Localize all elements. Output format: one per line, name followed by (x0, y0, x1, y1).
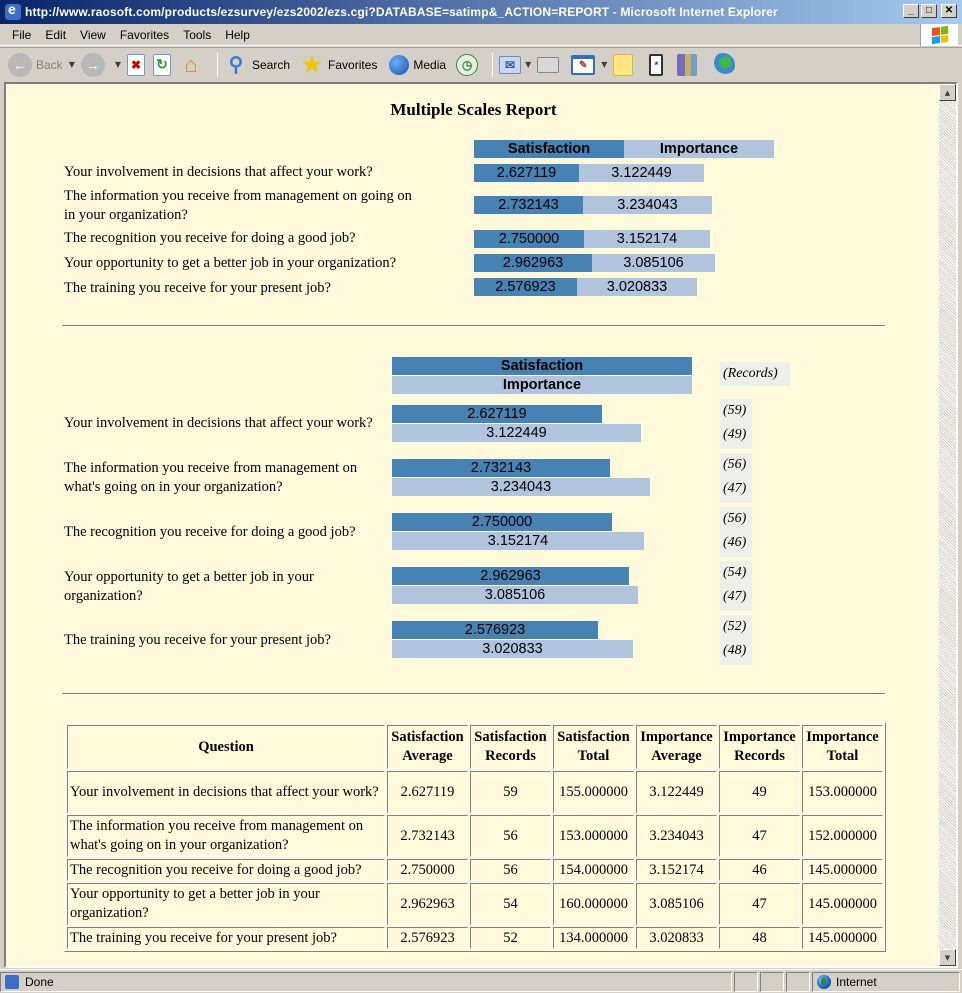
table-header-row (67, 725, 883, 769)
close-button[interactable]: ✕ (941, 4, 957, 18)
cell-importance-average: 3.234043 (636, 815, 717, 857)
globe-icon (817, 975, 831, 989)
edit-button[interactable] (571, 51, 599, 79)
legend-satisfaction: Satisfaction (474, 140, 624, 158)
question-label: Your opportunity to get a better job in your organization? (64, 255, 397, 271)
cell-satisfaction-average: 2.962963 (387, 883, 468, 925)
toolbar-separator (217, 53, 218, 77)
back-arrow-icon: ← (8, 53, 32, 77)
importance-bar: 3.085106 (392, 586, 638, 604)
table-row (67, 859, 883, 881)
legend-importance: Importance (624, 140, 774, 158)
satisfaction-bar: 2.962963 (392, 567, 629, 585)
search-button[interactable] (224, 51, 290, 79)
importance-bar: 3.234043 (392, 478, 650, 496)
discuss-button[interactable] (613, 51, 637, 79)
header-importance-total: Importance Total (802, 725, 883, 769)
question-label: The recognition you receive for doing a good job? (64, 230, 356, 246)
table-row (67, 927, 883, 949)
cell-satisfaction-average: 2.750000 (387, 859, 468, 881)
mail-icon: ✉ (499, 56, 521, 74)
question-line: Your opportunity to get a better job in your (64, 569, 314, 585)
back-dropdown-icon[interactable]: ▼ (68, 60, 75, 69)
stop-icon: ✖ (127, 54, 145, 76)
question-line: organization? (64, 588, 143, 604)
importance-bar: 3.122449 (579, 164, 704, 182)
records-box (720, 507, 752, 557)
cell-satisfaction-average: 2.576923 (387, 927, 468, 949)
menu-view[interactable]: View (80, 27, 106, 42)
ie-icon (5, 4, 21, 20)
importance-records: (49) (723, 427, 747, 442)
report-title: Multiple Scales Report (390, 100, 557, 119)
scroll-up-button[interactable]: ▲ (939, 84, 956, 101)
status-text-area (0, 972, 732, 992)
records-box (720, 453, 752, 503)
header-satisfaction-records: Satisfaction Records (470, 725, 551, 769)
cell-importance-records: 48 (719, 927, 800, 949)
edit-dropdown-icon[interactable]: ▼ (601, 60, 608, 69)
importance-records: (47) (723, 481, 747, 496)
satisfaction-records: (52) (723, 619, 747, 634)
refresh-button[interactable] (153, 51, 175, 79)
cell-satisfaction-average: 2.627119 (387, 771, 468, 813)
research-button[interactable] (677, 51, 701, 79)
forward-arrow-icon: → (81, 53, 105, 77)
header-question: Question (67, 725, 385, 769)
home-button[interactable] (179, 51, 207, 79)
media-label: Media (413, 57, 447, 72)
note-icon (613, 54, 633, 76)
menu-help[interactable]: Help (225, 27, 250, 42)
report-page (6, 84, 941, 966)
question-label: Your involvement in decisions that affect your work? (64, 415, 373, 431)
satisfaction-records: (56) (723, 457, 747, 472)
question-line: The information you receive from management on (64, 460, 358, 476)
device-icon: * (649, 54, 663, 76)
star-icon: ★ (302, 51, 322, 77)
header-importance-average: Importance Average (636, 725, 717, 769)
cell-satisfaction-records: 59 (470, 771, 551, 813)
question-line: going on (357, 188, 412, 204)
question-line: The information you receive from management on (64, 188, 358, 204)
question-label (64, 187, 464, 225)
cell-satisfaction-total: 153.000000 (553, 815, 634, 857)
menu-bar (0, 24, 962, 46)
question-label: The training you receive for your present job? (64, 280, 331, 296)
cell-importance-average: 3.085106 (636, 883, 717, 925)
importance-bar: 3.020833 (392, 640, 633, 658)
window-title: http://www.raosoft.com/products/ezsurvey/ezs2002/ezs.cgi?DATABASE=satimp&_ACTION=REPORT - Microsoft Internet Explorer (25, 5, 778, 19)
zone-label: Internet (836, 974, 877, 989)
windows-logo-icon (920, 24, 958, 46)
cell-importance-records: 49 (719, 771, 800, 813)
status-bar (0, 969, 962, 993)
cell-importance-records: 47 (719, 815, 800, 857)
title-bar (0, 0, 962, 24)
cell-satisfaction-total: 155.000000 (553, 771, 634, 813)
menu-edit[interactable]: Edit (45, 27, 67, 42)
cell-importance-total: 152.000000 (802, 815, 883, 857)
cell-importance-average: 3.122449 (636, 771, 717, 813)
legend-satisfaction: Satisfaction (392, 357, 692, 375)
cell-question: Your opportunity to get a better job in your organization? (67, 883, 385, 925)
printer-icon (537, 57, 559, 73)
divider (62, 693, 885, 695)
importance-bar: 3.122449 (392, 424, 641, 442)
question-label: The recognition you receive for doing a good job? (64, 524, 356, 540)
cell-importance-total: 145.000000 (802, 859, 883, 881)
media-button[interactable] (389, 51, 446, 79)
question-label: The training you receive for your present job? (64, 632, 331, 648)
cell-importance-total: 153.000000 (802, 771, 883, 813)
status-cell (734, 972, 758, 992)
status-cell (786, 972, 810, 992)
status-cell (760, 972, 784, 992)
cell-importance-records: 46 (719, 859, 800, 881)
satisfaction-bar: 2.576923 (392, 621, 598, 639)
importance-bar: 3.152174 (584, 230, 710, 248)
edit-page-icon: ✎ (571, 55, 595, 75)
importance-records: (46) (723, 535, 747, 550)
cell-satisfaction-total: 160.000000 (553, 883, 634, 925)
history-icon: ◷ (456, 54, 478, 76)
cell-question: Your involvement in decisions that affect your work? (67, 771, 385, 813)
records-box (720, 399, 752, 449)
status-text: Done (25, 974, 54, 989)
messenger-icon (711, 53, 735, 77)
cell-satisfaction-records: 56 (470, 815, 551, 857)
satisfaction-bar: 2.750000 (474, 230, 584, 248)
table-row (67, 815, 883, 857)
cell-importance-records: 47 (719, 883, 800, 925)
cell-question: The recognition you receive for doing a good job? (67, 859, 385, 881)
page-viewport (4, 82, 958, 968)
back-label: Back (36, 57, 63, 72)
menu-favorites[interactable]: Favorites (119, 27, 170, 42)
satisfaction-records: (56) (723, 511, 747, 526)
records-box (720, 561, 752, 611)
maximize-button[interactable]: □ (921, 4, 937, 18)
divider (62, 325, 885, 327)
cell-satisfaction-records: 56 (470, 859, 551, 881)
cell-importance-average: 3.020833 (636, 927, 717, 949)
legend-importance: Importance (392, 376, 692, 394)
satisfaction-bar: 2.576923 (474, 278, 577, 296)
refresh-icon: ↻ (153, 54, 171, 76)
toolbar (0, 47, 962, 81)
messenger-device-button[interactable] (649, 51, 667, 79)
menu-tools[interactable]: Tools (183, 27, 212, 42)
table-row (67, 771, 883, 813)
cell-importance-total: 145.000000 (802, 927, 883, 949)
question-line: what's going on in your organization? (64, 479, 283, 495)
toolbar-separator (492, 53, 493, 77)
cell-satisfaction-total: 154.000000 (553, 859, 634, 881)
search-icon: ⚲ (228, 54, 244, 76)
scroll-down-button[interactable]: ▼ (939, 949, 956, 966)
importance-bar: 3.085106 (592, 254, 715, 272)
back-button[interactable] (8, 51, 63, 79)
cell-satisfaction-records: 52 (470, 927, 551, 949)
minimize-button[interactable]: _ (903, 4, 919, 18)
header-satisfaction-total: Satisfaction Total (553, 725, 634, 769)
records-legend: (Records) (720, 362, 790, 386)
page-icon (5, 975, 19, 989)
forward-dropdown-icon[interactable]: ▼ (114, 60, 121, 69)
messenger-button[interactable] (711, 51, 739, 79)
research-icon (677, 54, 697, 76)
favorites-label: Favorites (328, 57, 378, 72)
question-label (64, 568, 314, 606)
cell-question: The training you receive for your present job? (67, 927, 385, 949)
satisfaction-bar: 2.732143 (392, 459, 610, 477)
header-satisfaction-average: Satisfaction Average (387, 725, 468, 769)
question-label: Your involvement in decisions that affect your work? (64, 164, 373, 180)
header-importance-records: Importance Records (719, 725, 800, 769)
home-icon: ⌂ (184, 51, 198, 77)
stop-button[interactable] (127, 51, 149, 79)
search-label: Search (252, 57, 291, 72)
question-label (64, 459, 357, 497)
question-line: in your organization? (64, 207, 188, 223)
table-row (67, 883, 883, 925)
satisfaction-bar: 2.750000 (392, 513, 612, 531)
mail-button[interactable] (499, 51, 525, 79)
favorites-button[interactable] (300, 51, 377, 79)
results-table (64, 722, 886, 952)
cell-satisfaction-records: 54 (470, 883, 551, 925)
satisfaction-bar: 2.627119 (392, 405, 602, 423)
cell-satisfaction-total: 134.000000 (553, 927, 634, 949)
importance-records: (48) (723, 643, 747, 658)
menu-file[interactable]: File (12, 27, 32, 42)
records-box (720, 615, 752, 665)
cell-question: The information you receive from management on what's going on in your organization? (67, 815, 385, 857)
satisfaction-bar: 2.627119 (474, 164, 579, 182)
security-zone (812, 972, 960, 992)
satisfaction-records: (54) (723, 565, 747, 580)
mail-dropdown-icon[interactable]: ▼ (525, 60, 532, 69)
print-button[interactable] (537, 51, 563, 79)
vertical-scrollbar[interactable] (939, 84, 956, 966)
importance-bar: 3.234043 (583, 196, 712, 214)
satisfaction-bar: 2.962963 (474, 254, 592, 272)
media-icon (389, 55, 409, 75)
history-button[interactable] (456, 51, 482, 79)
satisfaction-bar: 2.732143 (474, 196, 583, 214)
importance-bar: 3.020833 (577, 278, 697, 296)
importance-bar: 3.152174 (392, 532, 644, 550)
cell-satisfaction-average: 2.732143 (387, 815, 468, 857)
satisfaction-records: (59) (723, 403, 747, 418)
cell-importance-average: 3.152174 (636, 859, 717, 881)
cell-importance-total: 145.000000 (802, 883, 883, 925)
forward-button[interactable] (81, 51, 109, 79)
importance-records: (47) (723, 589, 747, 604)
